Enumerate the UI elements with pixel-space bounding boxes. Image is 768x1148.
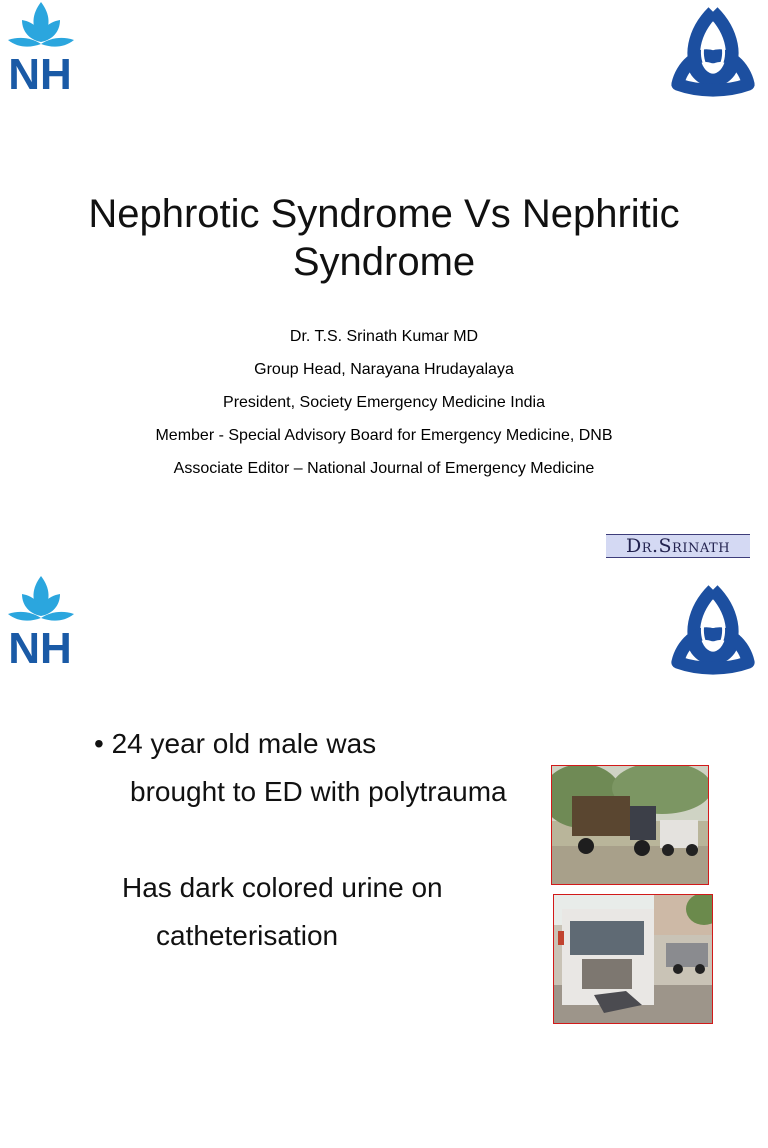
case-line-2: brought to ED with polytrauma — [130, 776, 507, 807]
bullet-line-1 — [94, 720, 507, 768]
case-slide — [0, 572, 768, 1148]
trinity-knot-logo-icon — [662, 580, 764, 678]
nh-logo-text: NH — [8, 624, 72, 666]
accident-truck-photo — [551, 765, 709, 885]
author-name: Dr. T.S. Srinath Kumar MD — [289, 328, 479, 345]
author-role-2: President, Society Emergency Medicine India — [223, 394, 545, 411]
nh-lotus-logo-icon — [0, 574, 82, 666]
author-signature: Dr.Srinath — [606, 534, 750, 558]
slide-title: Nephrotic Syndrome Vs Nephritic Syndrome — [88, 192, 680, 284]
damaged-van-photo — [553, 894, 713, 1024]
case-line-4: catheterisation — [156, 920, 339, 951]
author-credits — [60, 325, 708, 490]
bullet-mark: • — [94, 728, 104, 759]
trinity-knot-logo-icon — [662, 2, 764, 100]
case-description — [94, 720, 507, 960]
author-role-4: Associate Editor – National Journal of Emergency Medicine — [173, 460, 595, 477]
nh-logo-text: NH — [8, 50, 72, 92]
author-role-3: Member - Special Advisory Board for Emergency Medicine, DNB — [155, 427, 613, 444]
case-line-3: Has dark colored urine on — [122, 872, 443, 903]
author-role-1: Group Head, Narayana Hrudayalaya — [254, 361, 514, 378]
blank-line — [94, 816, 507, 864]
case-line-1: 24 year old male was — [111, 728, 377, 759]
nh-lotus-logo-icon — [0, 0, 82, 92]
